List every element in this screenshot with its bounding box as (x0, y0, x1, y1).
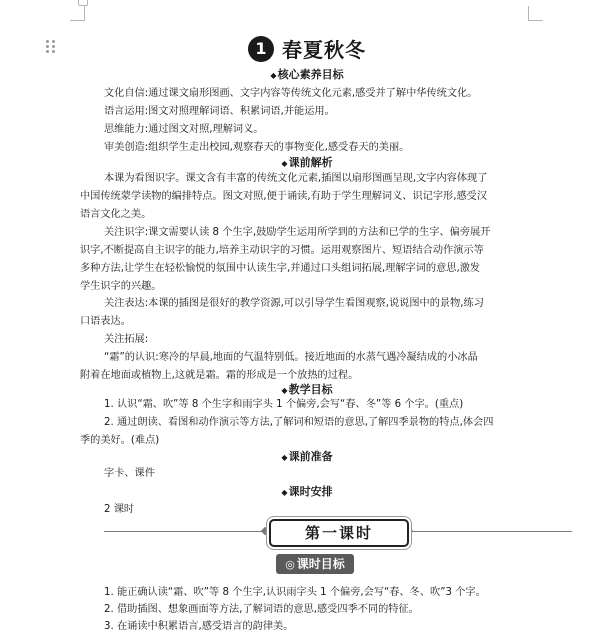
paragraph-line: 2. 借助插图、想象画面等方法,了解词语的意思,感受四季不同的特征。 (104, 604, 419, 615)
paragraph-line: 学生识字的兴趣。 (80, 281, 162, 292)
diamond-icon: ◆ (281, 453, 288, 462)
paragraph-line: 2. 通过朗读、看图和动作演示等方法,了解词和短语的意思,了解四季景物的特点,体会四 (104, 417, 494, 428)
paragraph-line: 附着在地面或植物上,这就是霜。霜的形成是一个放热的过程。 (80, 370, 359, 381)
lesson-title (0, 34, 614, 64)
divider-dot-left (261, 527, 269, 535)
paragraph-line: 语言运用:图文对照理解词语、积累词语,并能运用。 (104, 106, 335, 117)
paragraph-line: 1. 认识“霜、吹”等 8 个生字和雨字头 1 个偏旁,会写“春、冬”等 6 个字。(重点) (104, 399, 464, 410)
section-heading-prep: ◆课前准备 (281, 450, 333, 463)
divider-line-left (104, 531, 262, 532)
paragraph-line: 1. 能正确认读“霜、吹”等 8 个生字,认识雨字头 1 个偏旁,会写“春、冬、吹”3 个字。 (104, 587, 486, 598)
paragraph-line: 识字,不断提高自主识字的能力,培养主动识字的习惯。运用观察图片、短语结合动作演示等 (80, 245, 484, 256)
lesson-title-text: 春夏秋冬 (282, 38, 366, 62)
paragraph-line: 本课为看图识字。课文含有丰富的传统文化元素,插图以扇形图画呈现,文字内容体现了 (104, 173, 488, 184)
section-heading-analysis: ◆课前解析 (281, 156, 333, 169)
section-heading-schedule: ◆课时安排 (281, 485, 333, 498)
lesson-number-badge: 1 (248, 36, 274, 62)
section-heading-goals: ◆教学目标 (281, 383, 333, 396)
divider-line-right (412, 531, 572, 532)
paragraph-line: 3. 在诵读中积累语言,感受语言的韵律美。 (104, 621, 294, 632)
page-top-tab (78, 0, 88, 6)
paragraph-line: 语言文化之美。 (80, 209, 152, 220)
corner-mark-top-left (70, 6, 85, 21)
paragraph-line: 关注识字:课文需要认读 8 个生字,鼓励学生运用所学到的方法和已学的生字、偏旁展开 (104, 227, 491, 238)
diamond-icon: ◆ (281, 159, 288, 168)
diamond-icon: ◆ (281, 488, 288, 497)
paragraph-line: 字卡、课件 (104, 468, 155, 479)
paragraph-line: 关注表达:本课的插图是很好的教学资源,可以引导学生看图观察,说说图中的景物,练习 (104, 298, 484, 309)
paragraph-line: “霜”的认识:寒冷的早晨,地面的气温特别低。接近地面的水蒸气遇冷凝结成的小冰晶 (104, 352, 478, 363)
diamond-icon: ◆ (281, 386, 288, 395)
paragraph-line: 思维能力:通过图文对照,理解词义。 (104, 124, 264, 135)
lesson-goals-badge: ◎ 课时目标 (276, 554, 354, 574)
paragraph-line: 关注拓展: (104, 334, 149, 345)
diamond-icon: ◆ (270, 71, 277, 80)
paragraph-line: 2 课时 (104, 504, 135, 515)
section-heading-core: ◆核心素养目标 (270, 68, 344, 81)
paragraph-line: 口语表达。 (80, 316, 131, 327)
paragraph-line: 中国传统蒙学读物的编排特点。图文对照,便于诵读,有助于学生理解词义、识记字形,感受汉 (80, 191, 488, 202)
paragraph-line: 文化自信:通过课文扇形图画、文字内容等传统文化元素,感受并了解中华传统文化。 (104, 88, 478, 99)
paragraph-line: 审美创造:组织学生走出校园,观察春天的事物变化,感受春天的美丽。 (104, 142, 410, 153)
paragraph-line: 多种方法,让学生在轻松愉悦的氛围中认读生字,并通过口头组词拓展,理解字词的意思,激发 (80, 263, 481, 274)
paragraph-line: 季的美好。(难点) (80, 435, 160, 446)
target-icon: ◎ (285, 558, 295, 571)
lesson-period-title: 第一课时 (269, 519, 409, 547)
corner-mark-top-right (528, 6, 543, 21)
